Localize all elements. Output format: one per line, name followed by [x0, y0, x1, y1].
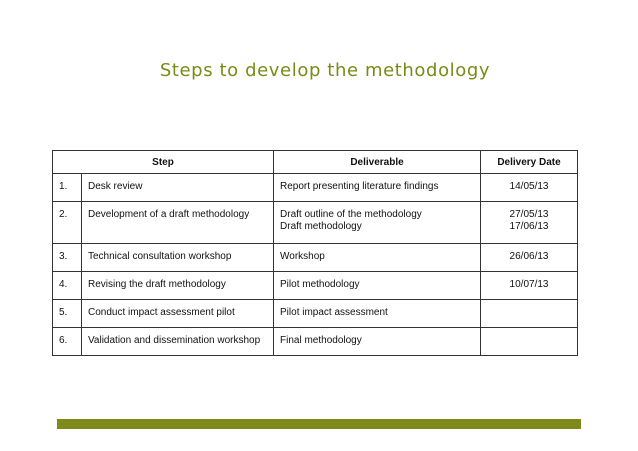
step-number: 5.: [53, 300, 82, 328]
delivery-date: 14/05/13: [509, 181, 549, 192]
delivery-date-cell: [481, 174, 578, 202]
delivery-date-cell: [481, 300, 578, 328]
deliverable-text: Pilot impact assessment: [280, 307, 388, 318]
deliverable-cell: [274, 272, 481, 300]
step-name: Technical consultation workshop: [82, 244, 274, 272]
header-step: Step: [53, 151, 274, 174]
slide-title: Steps to develop the methodology: [159, 60, 491, 81]
delivery-date-cell: [481, 272, 578, 300]
table-row: [53, 202, 578, 244]
step-name: Desk review: [82, 174, 274, 202]
delivery-date: 27/05/13: [509, 209, 549, 220]
step-number: 6.: [53, 328, 82, 356]
delivery-date-cell: [481, 244, 578, 272]
deliverable-text: Pilot methodology: [280, 279, 360, 290]
delivery-date: 10/07/13: [509, 279, 549, 290]
deliverable-text: Final methodology: [280, 335, 362, 346]
deliverable-cell: [274, 174, 481, 202]
table-header-row: [53, 151, 578, 174]
table-row: [53, 272, 578, 300]
delivery-date-cell: [481, 328, 578, 356]
step-name: Conduct impact assessment pilot: [82, 300, 274, 328]
table-row: [53, 328, 578, 356]
step-name: Development of a draft methodology: [82, 202, 274, 244]
delivery-date: 17/06/13: [509, 221, 549, 232]
delivery-date: 26/06/13: [509, 251, 549, 262]
delivery-date-cell: [481, 202, 578, 244]
table-row: [53, 174, 578, 202]
step-number: 1.: [53, 174, 82, 202]
header-deliverable: Deliverable: [274, 151, 481, 174]
table-row: [53, 244, 578, 272]
deliverable-cell: [274, 202, 481, 244]
deliverable-text: Workshop: [280, 251, 325, 262]
step-name: Revising the draft methodology: [82, 272, 274, 300]
step-number: 3.: [53, 244, 82, 272]
deliverable-cell: [274, 244, 481, 272]
step-name: Validation and dissemination workshop: [82, 328, 274, 356]
step-number: 4.: [53, 272, 82, 300]
deliverable-cell: [274, 300, 481, 328]
step-number: 2.: [53, 202, 82, 244]
footer-accent-bar: [57, 419, 581, 429]
table-row: [53, 300, 578, 328]
deliverable-text: Draft outline of the methodology: [280, 209, 422, 220]
deliverable-text: Draft methodology: [280, 221, 362, 232]
methodology-steps-table: [52, 150, 578, 356]
deliverable-text: Report presenting literature findings: [280, 181, 439, 192]
deliverable-cell: [274, 328, 481, 356]
header-delivery-date: Delivery Date: [481, 151, 578, 174]
